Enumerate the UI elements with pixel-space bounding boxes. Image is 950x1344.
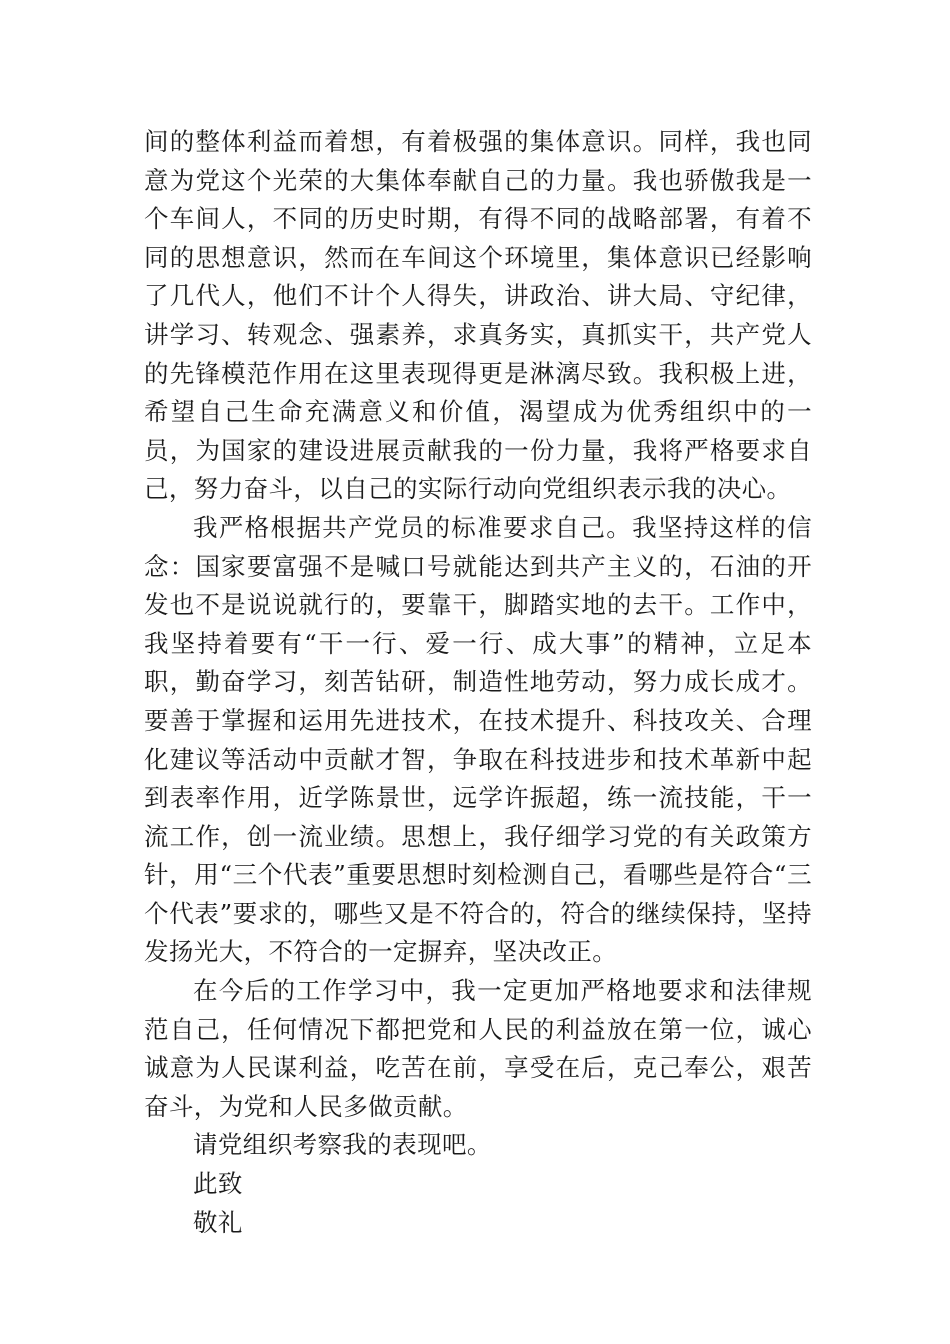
- salutation-jingli: 敬礼: [193, 1207, 243, 1237]
- salutation-cizhi: 此致: [193, 1169, 243, 1199]
- closing-line: 请党组织考察我的表现吧。: [193, 1130, 492, 1160]
- paragraph-future-work: 在今后的工作学习中，我一定更加严格地要求和法律规范自己，任何情况下都把党和人民的利益放在第一位，诚心诚意为人民谋利益，吃苦在前，享受在后，克己奉公，艰苦奋斗，为党和人民多做贡献。: [144, 976, 812, 1121]
- paragraph-continued: 间的整体利益而着想，有着极强的集体意识。同样，我也同意为党这个光荣的大集体奉献自己的力量。我也骄傲我是一个车间人，不同的历史时期，有得不同的战略部署，有着不同的思想意识，然而在车间这个环境里，集体意识已经影响了几代人，他们不计个人得失，讲政治、讲大局、守纪律，讲学习、转观念、强素养，求真务实，真抓实干，共产党人的先锋模范作用在这里表现得更是淋漓尽致。我积极上进，希望自己生命充满意义和价值，渴望成为优秀组织中的一员，为国家的建设进展贡献我的一份力量，我将严格要求自己，努力奋斗，以自己的实际行动向党组织表示我的决心。: [144, 127, 812, 504]
- letter-body: [144, 123, 812, 1242]
- paragraph-party-standard: 我严格根据共产党员的标准要求自己。我坚持这样的信念：国家要富强不是喊口号就能达到共产主义的，石油的开发也不是说说就行的，要靠干，脚踏实地的去干。工作中，我坚持着要有“干一行、爱一行、成大事”的精神，立足本职，勤奋学习，刻苦钻研，制造性地劳动，努力成长成才。要善于掌握和运用先进技术，在技术提升、科技攻关、合理化建议等活动中贡献才智，争取在科技进步和技术革新中起到表率作用，近学陈景世，远学许振超，练一流技能，干一流工作，创一流业绩。思想上，我仔细学习党的有关政策方针，用“三个代表”重要思想时刻检测自己，看哪些是符合“三个代表”要求的，哪些又是不符合的，符合的继续保持，坚持发扬光大，不符合的一定摒弃，坚决改正。: [144, 512, 812, 967]
